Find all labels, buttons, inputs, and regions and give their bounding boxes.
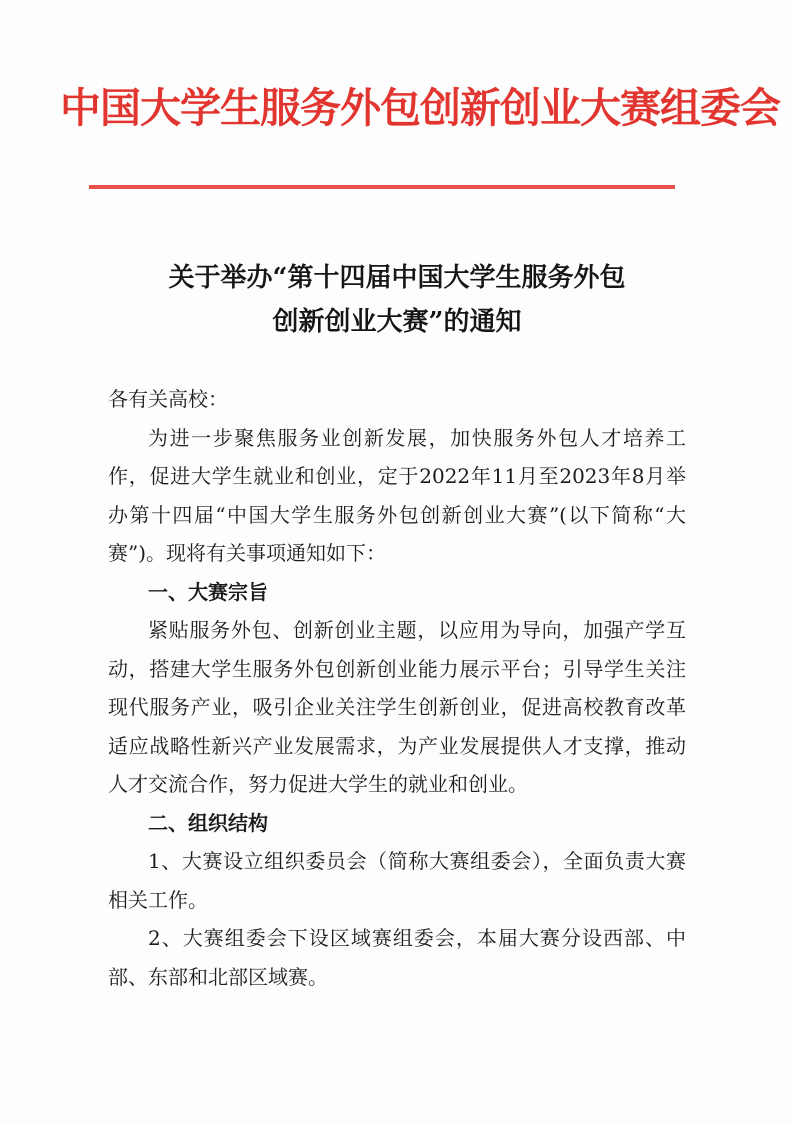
intro-paragraph: 为进一步聚焦服务业创新发展，加快服务外包人才培养工作，促进大学生就业和创业，定于2022年11月至2023年8月举办第十四届“中国大学生服务外包创新创业大赛”(以下简称“大赛”)。现将有关事项通知如下： [108, 425, 686, 565]
issuing-organization-header: 中国大学生服务外包创新创业大赛组委会 [60, 84, 780, 132]
organization-item-1: 1、大赛设立组织委员会（简称大赛组委会），全面负责大赛相关工作。 [108, 849, 686, 912]
salutation: 各有关高校： [108, 387, 228, 411]
document-title [90, 256, 704, 344]
section-heading-organization: 二、组织结构 [148, 810, 268, 835]
section-heading-purpose: 一、大赛宗旨 [148, 579, 268, 604]
document-title-line-2: 创新创业大赛”的通知 [272, 307, 522, 337]
document-body [108, 380, 686, 996]
header-red-rule [89, 185, 675, 189]
purpose-paragraph: 紧贴服务外包、创新创业主题，以应用为导向，加强产学互动，搭建大学生服务外包创新创业能力展示平台；引导学生关注现代服务产业，吸引企业关注学生创新创业，促进高校教育改革适应战略性新兴产业发展需求，为产业发展提供人才支撑，推动人才交流合作，努力促进大学生的就业和创业。 [108, 618, 686, 796]
document-title-line-1: 关于举办“第十四届中国大学生服务外包 [168, 263, 626, 293]
organization-item-2: 2、大赛组委会下设区域赛组委会，本届大赛分设西部、中部、东部和北部区域赛。 [108, 926, 686, 989]
